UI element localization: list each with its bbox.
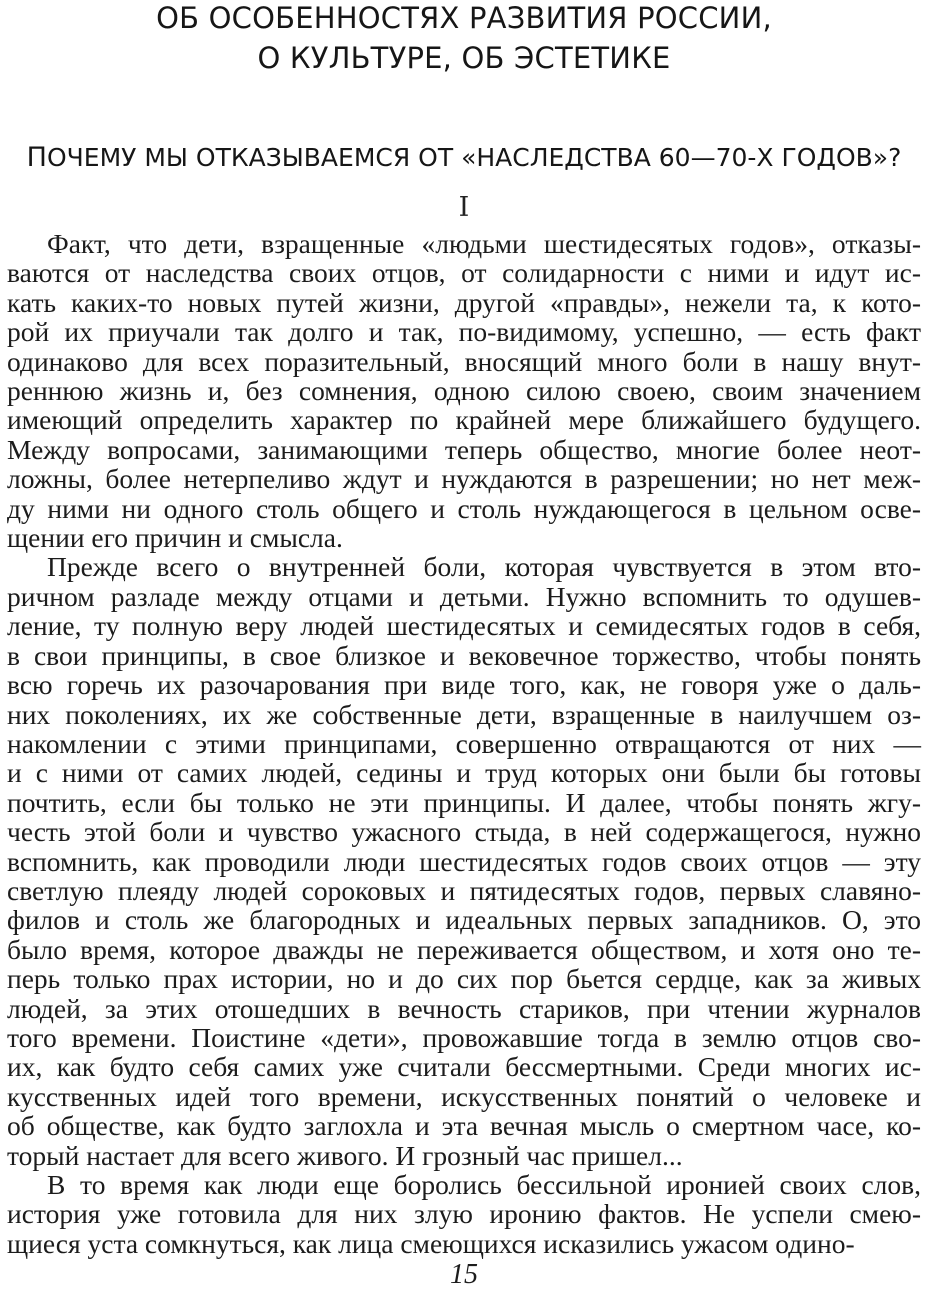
text-line: них поколениях, их же собственные дети, взращенные в наилучшем оз- [7,698,921,730]
text-line: честь этой боли и чувство ужасного стыда, в ней содержащегося, нужно [7,816,921,848]
text-line: того времени. Поистине «дети», провожавшие тогда в землю отцов сво- [7,1021,921,1053]
text-line: реннюю жизнь и, без сомнения, одною силою своею, своим значением [7,375,921,407]
text-line: в свои принципы, в свое близкое и вековечное торжество, чтобы понять [7,639,921,671]
text-line: перь только прах истории, но и до сих пор бьется сердце, как за живых [7,963,921,995]
text-line: светлую плеяду людей сороковых и пятидесятых годов, первых славяно- [7,874,921,906]
text-line: торый настает для всего живого. И грозный час пришел... [7,1139,683,1171]
text-line: филов и столь же благородных и идеальных первых западников. О, это [7,904,921,936]
chapter-title [0,141,928,175]
text-line: накомлении с этими принципами, совершенно отвращаются от них — [7,727,921,759]
text-line: кать каких-то новых путей жизни, другой «правды», нежели та, к кото- [7,286,921,318]
text-line: об обществе, как будто заглохла и эта вечная мысль о смертном часе, ко- [7,1110,921,1142]
text-line: кусственных идей того времени, искусственных понятий о человеке и [7,1080,921,1112]
text-line: ваются от наследства своих отцов, от солидарности с ними и идут ис- [7,257,921,289]
section-number: I [458,192,470,223]
text-line: рой их приучали так долго и так, по-видимому, успешно, — есть факт [7,316,921,348]
text-line: Факт, что дети, взращенные «людьми шестидесятых годов», отказы- [47,228,921,259]
paragraph [7,229,921,552]
text-line: история уже готовила для них злую иронию фактов. Не успели смею- [7,1198,921,1230]
text-line: ду ними ни одного столь общего и столь нуждающегося в цельном осве- [7,492,921,524]
chapter-title-text: ОЧЕМУ МЫ ОТКАЗЫВАЕМСЯ ОТ «НАСЛЕДСТВА 60—70-Х ГОДОВ»? [46,143,902,172]
text-line: вспомнить, как проводили люди шестидесятых годов своих отцов — эту [7,845,921,877]
paragraph [7,552,921,1170]
text-line: всю горечь их разочарования при виде того, как, не говоря уже о даль- [7,669,921,701]
text-line: ление, ту полную веру людей шестидесятых и семидесятых годов в себя, [7,610,921,642]
text-line: имеющий определить характер по крайней мере ближайшего будущего. [7,404,921,436]
text-line: и с ними от самих людей, седины и труд которых они были бы готовы [7,757,921,789]
text-line: было время, которое дважды не переживается обществом, и хотя оно те- [7,933,921,965]
text-line: почтить, если бы только не эти принципы. И далее, чтобы понять жгу- [7,786,921,818]
text-line: людей, за этих отошедших в вечность стариков, при чтении журналов [7,992,921,1024]
text-line: ричном разладе между отцами и детьми. Нужно вспомнить то одушев- [7,580,921,612]
section-title-line-2: О КУЛЬТУРЕ, ОБ ЭСТЕТИКЕ [257,41,671,75]
chapter-title-initial: П [26,142,47,173]
text-line: щиеся уста сомкнуться, как лица смеющихся исказились ужасом одино- [7,1227,855,1259]
paragraph [7,1170,921,1258]
text-line: В то время как люди еще боролись бессильной иронией своих слов, [47,1169,921,1200]
text-line: одинаково для всех поразительный, вносящий много боли в нашу внут- [7,345,921,377]
page-number: 15 [450,1259,478,1290]
text-line: Прежде всего о внутренней боли, которая чувствуется в этом вто- [47,551,921,583]
section-title [0,0,928,78]
text-line: Между вопросами, занимающими теперь общество, многие более неот- [7,433,921,465]
text-line: их, как будто себя самих уже считали бессмертными. Среди многих ис- [7,1051,921,1083]
section-title-line-1: ОБ ОСОБЕННОСТЯХ РАЗВИТИЯ РОССИИ, [156,1,772,35]
text-line: щении его причин и смысла. [7,522,343,554]
body-text [7,229,921,1258]
text-line: ложны, более нетерпеливо ждут и нуждаются в разрешении; но нет меж- [7,463,921,495]
